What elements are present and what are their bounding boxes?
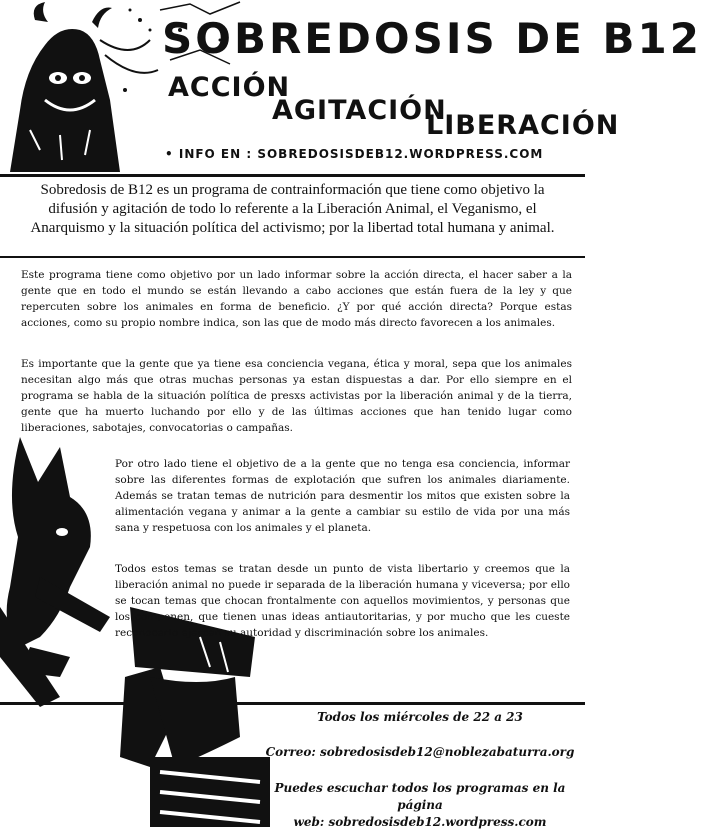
program-title: SOBREDOSIS DE B12	[162, 14, 702, 63]
listen-info-line-2: web: sobredosisdeb12.wordpress.com	[293, 815, 547, 829]
body-paragraph-1: Este programa tiene como objetivo por un lado informar sobre la acción directa, el hacer saber a la gente que en todo el mundo se están llevando a cabo acciones que están fuera de la ley y que repercuten sobre los animales en forma de beneficio. ¿Y por qué acción directa? Porque estas acciones, como su propio nombre indica, son las que de modo más directo favorecen a los animales.	[21, 269, 572, 329]
slogan-liberacion: LIBERACIÓN	[426, 110, 620, 141]
divider-bottom	[0, 702, 585, 705]
body-paragraph-2: Es importante que la gente que ya tiene esa conciencia vegana, ética y moral, sepa que los animales necesitan algo más que otras muchas personas ya estan dispuestas a dar. Por ello siempre en el programa se habla de la situación política de presxs activistas por la liberación animal y de la tierra, gente que ha muerto luchando por ello y de las últimas acciones que han tenido lugar como liberaciones, sabotajes, convocatorias o campañas.	[21, 358, 572, 434]
body-paragraph-3: Por otro lado tiene el objetivo de a la gente que no tenga esa conciencia, informar sobre las diferentes formas de explotación que sufren los animales diariamente. Además se tratan temas de nutrición para desmentir los mitos que existen sobre la alimentación vegana y animar a la gente a cambiar su estilo de vida por una más sana y respetuosa con los animales y el planeta.	[115, 458, 570, 534]
body-paragraph-4: Todos estos temas se tratan desde un punto de vista libertario y creemos que la liberación animal no puede ir separada de la liberación humana y viceversa; por ello se tocan temas que chocan frontalmente con aquellos movimientos, y personas que los componen, que tienen unas ideas antiautoritarias, y por mucho que les cueste reconocerlo ejercen su autoridad y discriminación sobre los animales.	[115, 563, 570, 639]
listen-info	[260, 780, 580, 831]
slogan-agitacion: AGITACIÓN	[272, 95, 447, 126]
listen-info-line-1: Puedes escuchar todos los programas en la página	[274, 781, 566, 812]
contact-email: Correo: sobredosisdeb12@noblezabaturra.org	[265, 745, 575, 759]
info-website: • INFO EN : SOBREDOSISDEB12.WORDPRESS.COM	[165, 147, 544, 161]
intro-paragraph: Sobredosis de B12 es un programa de contrainformación que tiene como objetivo la difusión y agitación de todo lo referente a la Liberación Animal, el Veganismo, el Anarquismo y la situación política del activismo; por la libertad total humana y animal.	[30, 182, 555, 236]
flyer-header	[0, 0, 702, 172]
divider-top	[0, 174, 585, 177]
masked-figure-illustration	[0, 0, 160, 172]
slogan-accion: ACCIÓN	[168, 72, 291, 103]
broadcast-schedule: Todos los miércoles de 22 a 23	[317, 710, 523, 724]
divider-middle	[0, 256, 585, 258]
